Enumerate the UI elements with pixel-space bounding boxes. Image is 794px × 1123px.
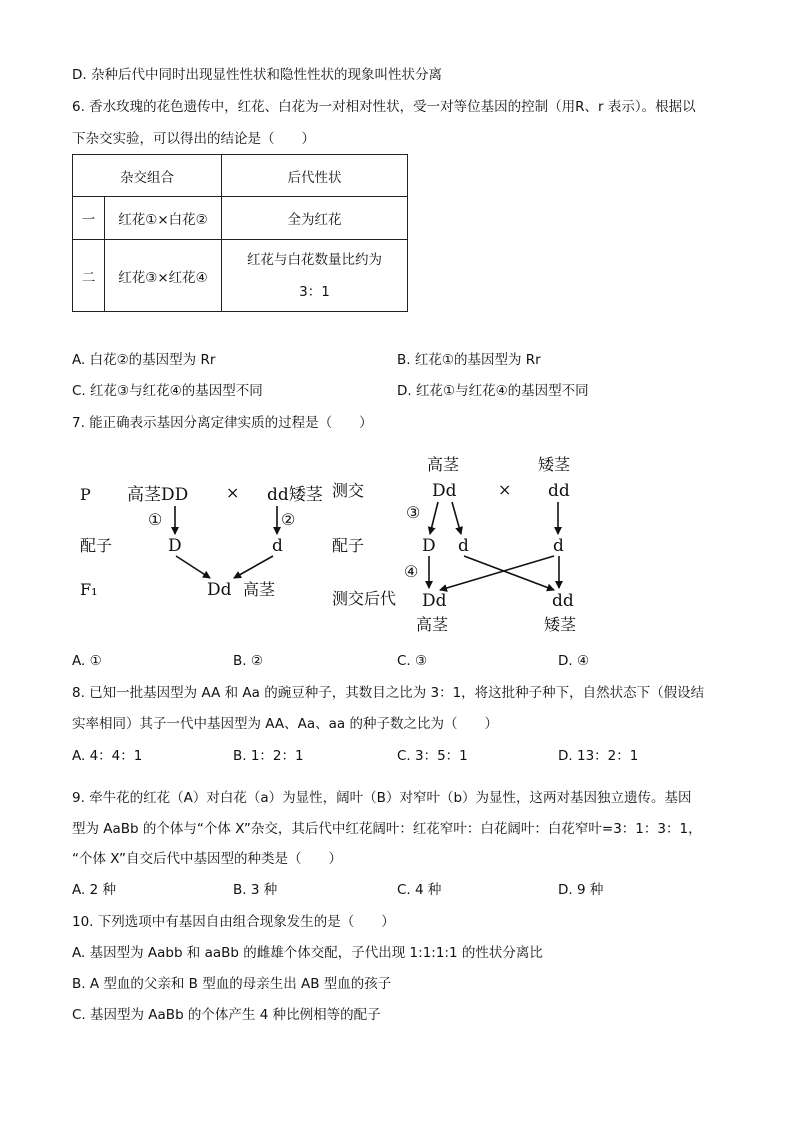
table-cell-result (222, 240, 408, 312)
q6-option-c[interactable]: C. 红花③与红花④的基因型不同 (72, 383, 263, 399)
row-label-f1: F₁ (80, 580, 98, 599)
testcross-parent-Dd: Dd (432, 481, 457, 501)
offspring-trait: 高茎 (243, 580, 276, 599)
testcross-gamete-d1: d (458, 536, 469, 556)
q8-option-a[interactable]: A. 4：4：1 (72, 748, 143, 764)
testcross-offspring-dd: dd (552, 591, 574, 611)
q9-stem-line3: “个体 X”自交后代中基因型的种类是（ ） (72, 851, 342, 867)
cross-symbol: × (226, 483, 240, 502)
q10-option-a[interactable]: A. 基因型为 Aabb 和 aaBb 的雌雄个体交配，子代出现 1:1:1:1 的性状分离比 (72, 945, 543, 961)
genetics-diagram (72, 450, 592, 640)
q9-stem-line2: 型为 AaBb 的个体与“个体 X”杂交，其后代中红花阔叶：红花窄叶：白花阔叶：白花窄叶=3：1：3：1， (72, 821, 702, 837)
step-2-marker: ② (281, 510, 296, 529)
table-cell-cross: 红花③×红花④ (105, 240, 222, 312)
q6-option-b[interactable]: B. 红花①的基因型为 Rr (397, 352, 541, 368)
offspring-Dd: Dd (207, 580, 232, 600)
arrow-d-to-dd (464, 556, 554, 590)
table-cell-cross: 红花①×白花② (105, 197, 222, 240)
step-3-marker: ③ (406, 503, 421, 522)
row-label-testcross-offspring: 测交后代 (332, 589, 397, 608)
testcross-gamete-d2: d (553, 536, 564, 556)
table-row (73, 197, 408, 240)
q10-option-b[interactable]: B. A 型血的父亲和 B 型血的母亲生出 AB 型血的孩子 (72, 976, 392, 992)
table-cell-result-line2: 3：1 (299, 283, 330, 300)
arrow-d-to-Dd (440, 556, 554, 590)
testcross-gamete-D: D (422, 536, 436, 556)
q9-option-d[interactable]: D. 9 种 (558, 882, 604, 898)
testcross-offspring-short: 矮茎 (544, 615, 577, 634)
q8-stem-line2: 实率相同）其子一代中基因型为 AA、Aa、aa 的种子数之比为（ ） (72, 716, 498, 732)
arrow-3 (430, 502, 438, 534)
testcross-offspring-tall: 高茎 (416, 615, 449, 634)
q9-option-a[interactable]: A. 2 种 (72, 882, 116, 898)
q6-option-a[interactable]: A. 白花②的基因型为 Rr (72, 352, 216, 368)
q6-stem-line2: 下杂交实验，可以得出的结论是（ ） (72, 131, 315, 147)
gamete-d: d (272, 536, 283, 556)
trait-tall-label: 高茎 (427, 455, 460, 474)
table-header-cross: 杂交组合 (73, 155, 222, 197)
row-label-testcross: 测交 (332, 481, 365, 500)
table-row (73, 240, 408, 312)
table-cell-result: 全为红花 (222, 197, 408, 240)
q9-option-c[interactable]: C. 4 种 (397, 882, 442, 898)
table-cell-result-line1: 红花与白花数量比约为 (247, 251, 382, 268)
row-label-gamete: 配子 (80, 536, 113, 555)
arrow-Dd-d (452, 502, 461, 534)
row-label-testcross-gamete: 配子 (332, 536, 365, 555)
step-4-marker: ④ (404, 562, 419, 581)
parent-short-dd: dd矮茎 (267, 485, 323, 505)
q8-option-d[interactable]: D. 13：2：1 (558, 748, 639, 764)
step-1-marker: ① (148, 510, 163, 529)
q6-stem-line1: 6. 香水玫瑰的花色遗传中，红花、白花为一对相对性状，受一对等位基因的控制（用R、r 表示）。根据以 (72, 99, 696, 115)
testcross-cross-symbol: × (498, 480, 512, 499)
q8-stem-line1: 8. 已知一批基因型为 AA 和 Aa 的豌豆种子，其数目之比为 3：1，将这批种子种下，自然状态下（假设结 (72, 685, 705, 701)
testcross-offspring-Dd: Dd (422, 591, 447, 611)
parent-tall-dd: 高茎DD (127, 485, 189, 505)
q7-option-d[interactable]: D. ④ (558, 653, 590, 669)
table-cell-id: 二 (73, 240, 105, 312)
trait-short-label: 矮茎 (538, 455, 571, 474)
q7-stem: 7. 能正确表示基因分离定律实质的过程是（ ） (72, 415, 373, 431)
q9-option-b[interactable]: B. 3 种 (233, 882, 278, 898)
q6-option-d[interactable]: D. 红花①与红花④的基因型不同 (397, 383, 589, 399)
q10-option-c[interactable]: C. 基因型为 AaBb 的个体产生 4 种比例相等的配子 (72, 1007, 381, 1023)
table-header-result: 后代性状 (222, 155, 408, 197)
arrow-gamete-d (234, 556, 273, 578)
gamete-D: D (168, 536, 182, 556)
q9-stem-line1: 9. 牵牛花的红花（A）对白花（a）为显性，阔叶（B）对窄叶（b）为显性，这两对基因独立遗传。基因 (72, 790, 692, 806)
q10-stem: 10. 下列选项中有基因自由组合现象发生的是（ ） (72, 914, 395, 930)
testcross-parent-dd: dd (548, 481, 570, 501)
row-label-p: P (80, 485, 91, 504)
q7-option-c[interactable]: C. ③ (397, 653, 428, 669)
table-header-row (73, 155, 408, 197)
q8-option-c[interactable]: C. 3：5：1 (397, 748, 468, 764)
q5-option-d: D. 杂种后代中同时出现显性性状和隐性性状的现象叫性状分离 (72, 67, 442, 83)
arrow-gamete-D (176, 556, 210, 578)
q8-option-b[interactable]: B. 1：2：1 (233, 748, 304, 764)
q7-option-b[interactable]: B. ② (233, 653, 263, 669)
cross-table (72, 154, 408, 312)
q7-option-a[interactable]: A. ① (72, 653, 102, 669)
table-cell-id: 一 (73, 197, 105, 240)
